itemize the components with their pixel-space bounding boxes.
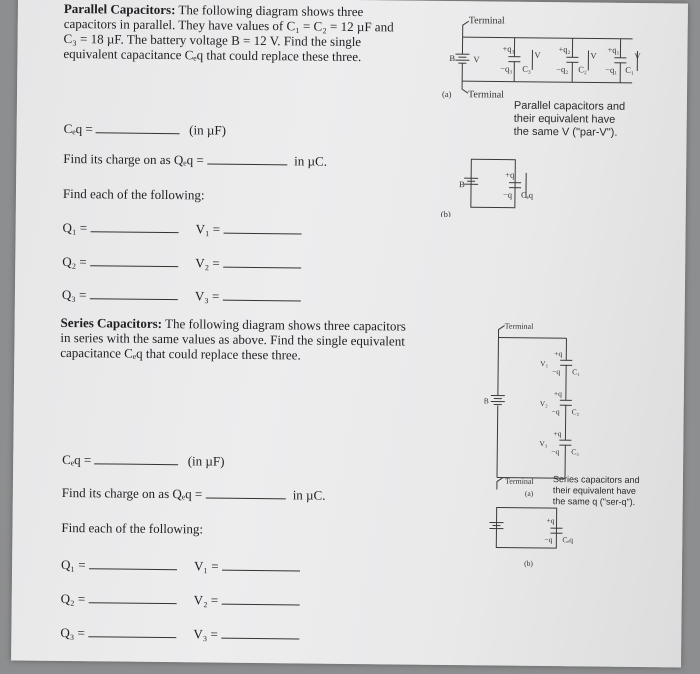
q3-label: Q₃ = (61, 286, 87, 303)
battery-label: B (483, 396, 489, 406)
parallel-note (514, 100, 626, 140)
minus-q3-label: −q₃ (500, 63, 513, 74)
series-v2-blank[interactable] (221, 595, 299, 606)
battery-voltage-label: V (473, 54, 480, 65)
parallel-find-each: Find each of the following: (62, 185, 205, 203)
v-label-c3: V (534, 49, 541, 60)
v1-label: V₁ = (195, 221, 221, 237)
parallel-v2-blank[interactable] (223, 258, 301, 269)
minus-q2-label: −q₂ (556, 64, 569, 75)
label-a: (a) (441, 88, 452, 100)
terminal-bracket-bottom (497, 478, 503, 490)
parallel-q2-blank[interactable] (90, 256, 178, 267)
series-note-line-1: Series capacitors and (552, 474, 640, 486)
series-note-line-3: the same q ("ser-q"). (552, 496, 636, 507)
minus-q-label-eq: −q (544, 535, 553, 545)
series-charge-blank[interactable] (205, 488, 285, 499)
plus-q-label-c1: +q (554, 349, 563, 359)
c2-diagram-label: C₂ (571, 407, 580, 417)
terminal-bottom-label: Terminal (467, 89, 505, 101)
series-q2-blank[interactable] (88, 593, 176, 604)
series-intro-line-2: in series with the same values as above. Find the single equivalent (60, 329, 405, 349)
c1-diagram-label: C₁ (572, 367, 580, 377)
battery-label-b: B (459, 179, 465, 190)
terminal-bottom-label: Terminal (504, 476, 534, 486)
v3-diagram-label: V₃ (539, 438, 548, 449)
v2-label: V₂ = (195, 255, 220, 271)
series-ceq-row (62, 452, 225, 470)
q3-label: Q₃ = (60, 624, 85, 641)
minus-q-label-c3: −q (551, 447, 560, 457)
q1-label: Q₁ = (62, 219, 88, 236)
plus-q-label: +q (505, 169, 515, 180)
minus-q-label-c2: −q (551, 407, 560, 417)
series-q1-blank[interactable] (89, 559, 177, 570)
series-note (553, 474, 640, 508)
parallel-note-line-3: the same V ("par-V"). (513, 125, 618, 139)
terminal-top-label: Terminal (504, 321, 534, 331)
series-charge-row (62, 485, 326, 504)
series-q3-row (60, 625, 299, 643)
parallel-intro-line-2: capacitors in parallel. They have values of C₁ = C₂ = 12 µF and (63, 15, 394, 35)
parallel-note-line-2: their equivalent have (513, 112, 616, 126)
ceq-unit: (in µF) (187, 453, 225, 469)
minus-q-label-c1: −q (552, 367, 561, 377)
v2-diagram-label: V₂ (539, 398, 548, 409)
parallel-v1-blank[interactable] (223, 224, 301, 235)
c2-label: C₂ (578, 64, 587, 75)
worksheet-page (11, 0, 688, 667)
v3-label: V₃ = (193, 626, 218, 642)
series-intro-line-3: capacitance Cₑq that could replace these three. (60, 344, 301, 363)
charge-label: Find its charge on as Qₑq = (61, 484, 203, 502)
charge-label: Find its charge on as Qₑq = (63, 150, 204, 168)
ceq-label: Cₑq = (62, 451, 92, 468)
v1-diagram-label: V₁ (540, 358, 549, 369)
plus-q3-label: +q₃ (502, 43, 515, 54)
ceq-diagram-label: Cₑq (520, 189, 534, 200)
series-q2-row (61, 591, 300, 609)
series-find-each: Find each of the following: (61, 519, 204, 537)
v-label-c1: V (634, 50, 641, 62)
ceq-label: Cₑq = (63, 120, 93, 137)
label-b: (b) (524, 558, 533, 568)
minus-q1-label: −q₁ (605, 64, 618, 75)
parallel-q3-row (62, 287, 301, 305)
plus-q-label-c3: +q (553, 429, 562, 439)
terminal-top-label: Terminal (468, 15, 505, 27)
parallel-intro-line-1: The following diagram shows three (175, 2, 364, 20)
parallel-intro-line-4: equivalent capacitance Cₑq that could replace these three. (63, 45, 362, 65)
parallel-v3-blank[interactable] (223, 291, 301, 302)
v1-label: V₁ = (194, 558, 219, 574)
charge-unit: in µC. (294, 153, 328, 169)
series-v3-blank[interactable] (221, 629, 299, 640)
v3-label: V₃ = (194, 288, 220, 304)
v2-label: V₂ = (193, 592, 219, 608)
parallel-charge-blank[interactable] (207, 154, 287, 165)
battery-label: B (449, 53, 456, 64)
c1-label: C₁ (625, 64, 634, 75)
series-ceq-blank[interactable] (94, 454, 178, 465)
c3-diagram-label: C₃ (571, 447, 579, 457)
series-q3-blank[interactable] (88, 627, 176, 638)
parallel-q3-blank[interactable] (90, 289, 178, 300)
parallel-q1-row (63, 220, 302, 238)
parallel-charge-row (63, 151, 327, 170)
series-circuit-diagram (452, 317, 585, 578)
parallel-note-line-1: Parallel capacitors and (513, 99, 626, 113)
plus-q1-label: +q₁ (607, 44, 620, 55)
c3-label: C₃ (522, 63, 531, 74)
series-v1-blank[interactable] (222, 561, 300, 572)
label-a: (a) (524, 488, 534, 498)
parallel-title: Parallel Capacitors: (63, 0, 176, 18)
parallel-ceq-row (64, 121, 227, 139)
q1-label: Q₁ = (60, 556, 86, 573)
ceq-diagram-label: Cₑq (562, 535, 574, 545)
ceq-unit: (in µF) (189, 122, 227, 138)
q2-label: Q₂ = (62, 253, 87, 270)
q2-label: Q₂ = (60, 590, 86, 607)
parallel-q2-row (62, 254, 301, 272)
charge-unit: in µC. (292, 487, 326, 503)
series-intro-line-1: The following diagram shows three capacitors (161, 316, 406, 334)
plus-q2-label: +q₂ (558, 44, 571, 55)
plus-q-label-c2: +q (553, 389, 562, 399)
series-note-line-2: their equivalent have (552, 485, 636, 496)
parallel-q1-blank[interactable] (90, 222, 178, 233)
parallel-intro-line-3: C₃ = 18 µF. The battery voltage B = 12 V. Find the single (63, 30, 362, 50)
parallel-ceq-blank[interactable] (96, 123, 180, 134)
series-intro (60, 315, 450, 364)
v-label-c2: V (590, 50, 597, 61)
label-b: (b) (440, 208, 451, 220)
series-q1-row (61, 557, 300, 575)
series-title: Series Capacitors: (60, 314, 163, 332)
plus-q-label-eq: +q (546, 516, 555, 526)
minus-q-label: −q (502, 189, 513, 200)
parallel-intro (63, 1, 444, 65)
